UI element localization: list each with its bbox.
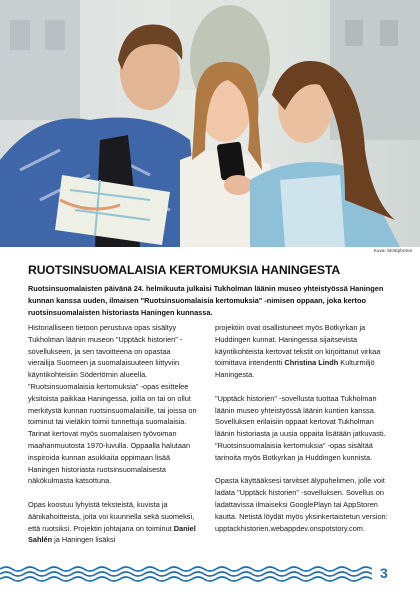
text-run: Kulturmiljö Haningesta. [215,358,375,380]
page-number: 3 [380,565,388,581]
body-paragraph: Opasta käyttääksesi tarvitset älypuhelimen, jolle voit ladata "Upptäck historien" -sovelluksen. Sovellus on ladattavissa ilmaiseksi GooglePlayn tai AppStoren kautta. Netistä löydät myös yksinkertaistetun version: upptackhistorien.webappdev.onspotstory.com. [215,476,388,533]
person-name: Christina Lindh [284,358,339,368]
body-paragraph: Historialliseen tietoon perustuva opas sisältyy Tukholman läänin museon "Upptäck historien" -sovellukseen, ja sen tavoitteena on opastaa vierailija Suomeen ja suomalaisuuteen liittyviin käyntikohteisiin Södertörnin alueella. "Ruotsinsuomalaisia kertomuksia" -opas esittelee yksitoista paikkaa Haningessa, joilla on tai on ollut merkitystä kunnan ruotsinsuomalaisille, tai joissa on toiminut tai vieläkin toimii tunnettuja suomalaisia. Tarinat kertovat myös suomalaisen työvoiman maahanmuutosta 1970-luvulla. Oppaalla halutaan inspiroida kunnan asukkaita oppimaan lisää Haningen historiasta ruotsinsuomalaisesta näkökulmasta katsottuna. [28,323,197,486]
text-run: ja Haningen lisäksi [52,535,116,545]
three-friends-with-phone-and-map-illustration [0,0,420,247]
right-column [215,322,395,534]
article-lead: Ruotsinsuomalaisten päivänä 24. helmikuuta julkaisi Tukholman läänin museo yhteistyössä Haningen kunnan kanssa uuden, ilmaisen "Ruotsinsuomalaisia kertomuksia" -nimisen oppaan, joka kertoo ruotsinsuomalaisten historiasta Haningen kunnassa. [28,284,384,317]
text-run: Opas koostuu lyhyistä teksteistä, kuvista ja äänikahoitteista, joita voi kuunnella sekä suomeksi, että ruotsiksi. Projektin johtajana on toiminut [28,499,195,533]
text-run: projektiin ovat osallistuneet myös Botkyrkan ja Huddingen kunnat. Haningessa sijaitsevista käyntikohteista kertovat tekstit on kirjoittanut virkaa toimittava intendentti [215,323,381,368]
footer-wave-decoration [0,565,372,585]
left-column [28,322,198,546]
photo-credit: Kuva: Mostphotos [373,249,412,254]
body-paragraph: "Upptäck historien" -sovellusta tuottaa Tukholman läänin museo yhteistyössä läänin kuntien kanssa. Sovelluksen erilaisiin oppaat kertovat Tukholman läänin historiasta ja uusia oppaita lisätään jatkuvasti. "Ruotsinsuomalaisia kertomuksia" -opas sisältää tarinoita myös Botkyrkan ja Huddingen kunnista. [215,393,386,462]
body-paragraph [215,322,395,381]
person-name: Daniel Sahlén [28,523,196,545]
body-paragraph [28,499,198,546]
hero-photo [0,0,420,247]
article-headline: RUOTSINSUOMALAISIA KERTOMUKSIA HANINGESTA [28,263,341,277]
